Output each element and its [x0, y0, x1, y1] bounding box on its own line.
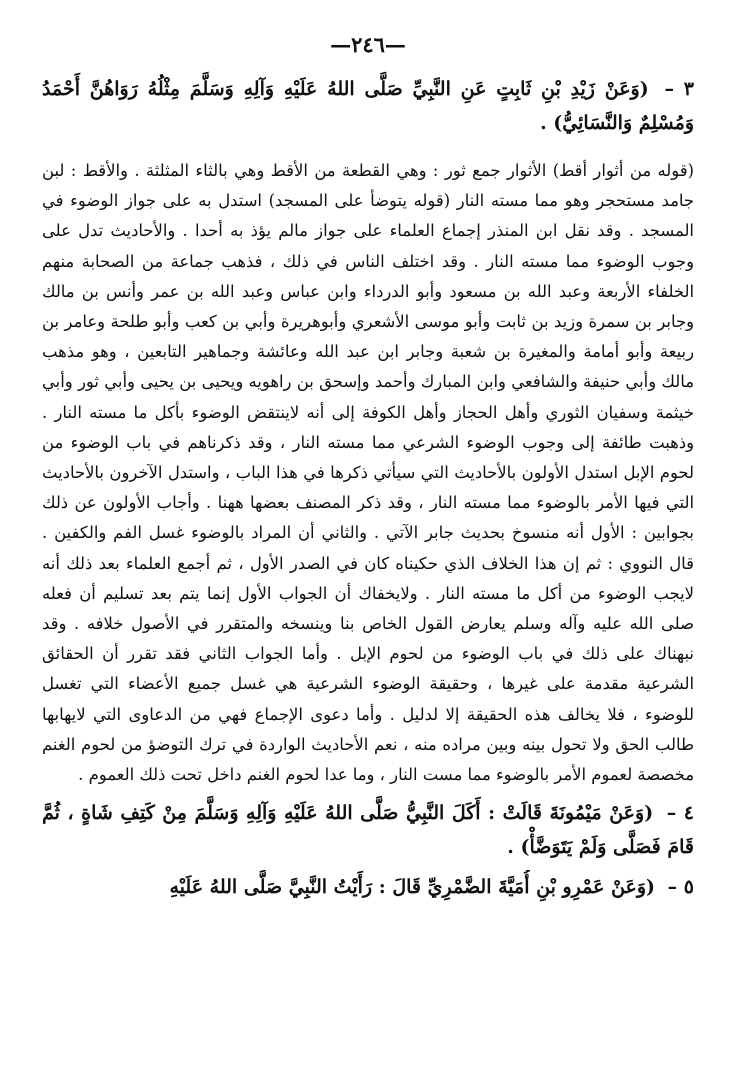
hadith-5 [42, 870, 694, 904]
commentary-text: (قوله من أثوار أقط) الأثوار جمع ثور : وهي القطعة من الأقط وهي بالثاء المثلثة . والأقط : لبن جامد مستحجر وهو مما مسته النار (قوله يتوضأ على المسجد) استدل به على جواز الوضوء في المسجد . وقد نقل ابن المنذر إجماع العلماء على جواز مالم يؤذ به أحدا . والأحاديث تدل على وجوب الوضوء مما مسته النار . وقد اختلف الناس في ذلك ، فذهب جماعة من الصحابة منهم الخلفاء الأربعة وعبد الله بن مسعود وأبو الدرداء وابن عباس وعبد الله بن عمر وأنس بن مالك وجابر بن سمرة وزيد بن ثابت وأبو موسى الأشعري وأبوهريرة وأبي بن كعب وأبو طلحة وعامر بن ربيعة وأبو أمامة والمغيرة بن شعبة وجابر ابن عبد الله وعائشة وجماهير التابعين ، وهو مذهب مالك وأبي حنيفة والشافعي وابن المبارك وأحمد وإسحق بن راهويه ويحيى بن يحيى وأبي ثور وأبي خيثمة وسفيان الثوري وأهل الحجاز وأهل الكوفة إلى أنه لاينتقض الوضوء بأكل ما مسته النار . وذهبت طائفة إلى وجوب الوضوء الشرعي مما مسته النار ، وقد ذكرناهم في باب الوضوء من لحوم الإبل استدل الأولون بالأحاديث التي سيأتي ذكرها في هذا الباب ، واستدل الآخرون بالأحاديث التي فيها الأمر بالوضوء مما مسته النار ، وقد ذكر المصنف بعضها ههنا . وأجاب الأولون عن ذلك بجوابين : الأول أنه منسوخ بحديث جابر الآتي . والثاني أن المراد بالوضوء غسل الفم والكفين . قال النووي : ثم إن هذا الخلاف الذي حكيناه كان في الصدر الأول ، ثم أجمع العلماء بعد ذلك أنه لايجب الوضوء من أكل ما مسته النار . ولايخفاك أن الجواب الأول إنما يتم بعد تسليم أن فعله صلى الله عليه وآله وسلم يعارض القول الخاص بنا وينسخه والمتقرر في الأصول خلافه . وقد نبهناك على ذلك في باب الوضوء من لحوم الإبل . وأما الجواب الثاني فقد تقرر أن الحقائق الشرعية مقدمة على غيرها ، وحقيقة الوضوء الشرعية هي غسل جميع الأعضاء التي تغسل للوضوء ، فلا يخالف هذه الحقيقة إلا لدليل . وأما دعوى الإجماع فهي من الدعاوى التي لايهابها طالب الحق ولا تحول بينه وبين مراده منه ، نعم الأحاديث الواردة في ترك التوضؤ من لحوم الغنم مخصصة لعموم الأمر بالوضوء مما مست النار ، وما عدا لحوم الغنم داخل تحت ذلك العموم . [42, 161, 694, 785]
commentary [42, 156, 694, 790]
hadith-5-text: (وَعَنْ عَمْرِو بْنِ أُمَيَّةَ الضَّمْرِيِّ قَالَ : رَأَيْتُ النَّبِيَّ صَلَّى اللهُ عَلَيْهِ [169, 876, 656, 899]
hadith-3 [42, 72, 694, 148]
page-number: —٢٤٦— [330, 32, 406, 57]
hadith-4 [42, 796, 694, 868]
hadith-3-text: (وَعَنْ زَيْدِ بْنِ ثَابِتٍ عَنِ النَّبِيِّ صَلَّى اللهُ عَلَيْهِ وَآلِهِ وَسَلَّمَ مِثْلُهُ رَوَاهُنَّ أَحْمَدُ وَمُسْلِمٌ وَالنَّسَائِيُّ) . [42, 78, 694, 134]
hadith-4-number: ٤ – [666, 802, 695, 825]
hadith-5-number: ٥ – [667, 876, 694, 899]
hadith-3-number: ٣ – [664, 78, 694, 100]
hadith-4-text: (وَعَنْ مَيْمُونَةَ قَالَتْ : أَكَلَ النَّبِيُّ صَلَّى اللهُ عَلَيْهِ وَآلِهِ وَسَلَّمَ مِنْ كَتِفِ شَاةٍ ، ثُمَّ قَامَ فَصَلَّى وَلَمْ يَتَوَضَّأْ) . [42, 802, 694, 859]
